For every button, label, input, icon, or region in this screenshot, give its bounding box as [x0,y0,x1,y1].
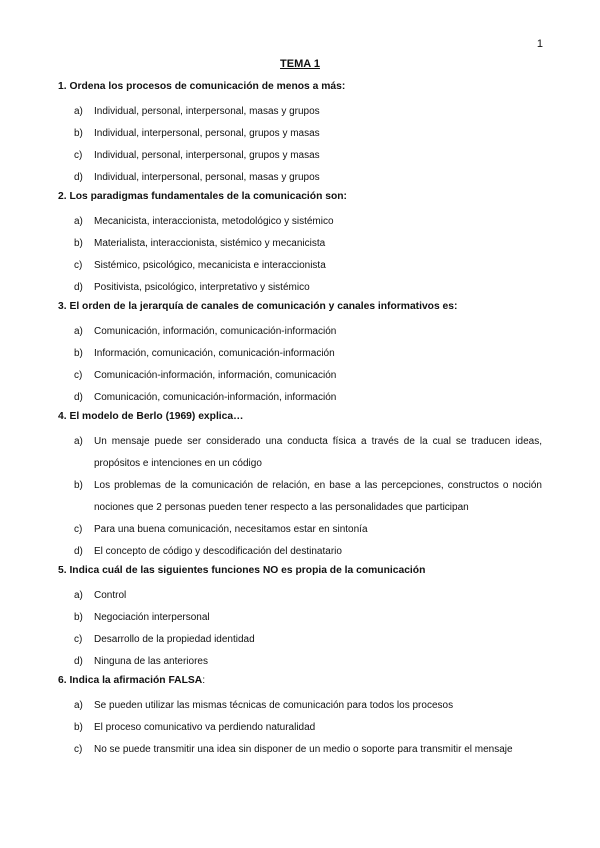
option-text: Sistémico, psicológico, mecanicista e interaccionista [94,260,326,271]
question-text-colon: : [202,675,206,686]
question-5 [58,563,542,673]
option-letter: d) [74,392,83,403]
option-c [58,145,542,167]
option-c [58,629,542,651]
option-text: Individual, personal, interpersonal, masas y grupos [94,106,320,117]
option-d [58,277,542,299]
question-text: 2. Los paradigmas fundamentales de la comunicación son: [58,191,347,202]
option-text: Individual, interpersonal, personal, masas y grupos [94,172,320,183]
option-d [58,541,542,563]
option-text: Comunicación, comunicación-información, información [94,392,337,403]
option-a [58,431,542,475]
question-text [58,673,542,688]
option-text: No se puede transmitir una idea sin disponer de un medio o soporte para transmitir el mensaje [94,744,513,755]
question-6 [58,673,542,761]
option-letter: c) [74,260,83,271]
option-letter: b) [74,128,83,139]
option-text: Positivista, psicológico, interpretativo y sistémico [94,282,310,293]
option-list [58,695,542,761]
option-text: Comunicación, información, comunicación-información [94,326,337,337]
question-text: 5. Indica cuál de las siguientes funciones NO es propia de la comunicación [58,565,426,576]
option-text: El concepto de código y descodificación del destinatario [94,546,342,557]
option-list [58,211,542,299]
option-letter: a) [74,700,83,711]
option-text: Control [94,590,127,601]
question-4 [58,409,542,563]
option-d [58,651,542,673]
option-text: Individual, personal, interpersonal, grupos y masas [94,150,320,161]
option-b [58,717,542,739]
option-c [58,365,542,387]
option-list [58,431,542,563]
option-text: Los problemas de la comunicación de relación, en base a las percepciones, constructos o noción nociones que 2 personas pueden tener respecto a las personalidades que participan [94,480,542,513]
question-3 [58,299,542,409]
option-a [58,211,542,233]
question-text: 1. Ordena los procesos de comunicación de menos a más: [58,81,346,92]
option-d [58,387,542,409]
option-letter: a) [74,106,83,117]
option-c [58,255,542,277]
option-letter: d) [74,282,83,293]
option-letter: a) [74,216,83,227]
option-text: Se pueden utilizar las mismas técnicas de comunicación para todos los procesos [94,700,454,711]
page-title: TEMA 1 [280,58,320,70]
option-c [58,739,542,761]
option-letter: b) [74,612,83,623]
option-a [58,695,542,717]
option-a [58,101,542,123]
option-d [58,167,542,189]
option-a [58,321,542,343]
option-letter: c) [74,150,83,161]
question-text: 3. El orden de la jerarquía de canales de comunicación y canales informativos es: [58,301,458,312]
option-b [58,343,542,365]
option-text: Individual, interpersonal, personal, grupos y masas [94,128,320,139]
option-letter: c) [74,634,83,645]
question-text-bold: 6. Indica la afirmación FALSA [58,675,203,686]
option-b [58,475,542,519]
page-number: 1 [536,38,543,50]
option-letter: b) [74,722,83,733]
option-list [58,585,542,673]
option-letter: b) [74,348,83,359]
option-letter: d) [74,546,83,557]
option-text: Información, comunicación, comunicación-información [94,348,335,359]
question-list [58,79,542,761]
option-letter: d) [74,656,83,667]
option-b [58,123,542,145]
option-letter: a) [74,436,83,447]
option-letter: b) [74,238,83,249]
question-2 [58,189,542,299]
question-1 [58,79,542,189]
option-text: Negociación interpersonal [94,612,210,623]
option-text: Para una buena comunicación, necesitamos estar en sintonía [94,524,368,535]
option-b [58,233,542,255]
question-text: 4. El modelo de Berlo (1969) explica… [58,411,244,422]
option-text: Materialista, interaccionista, sistémico y mecanicista [94,238,326,249]
option-text: El proceso comunicativo va perdiendo naturalidad [94,722,316,733]
option-text: Ninguna de las anteriores [94,656,208,667]
option-list [58,321,542,409]
option-letter: d) [74,172,83,183]
option-letter: c) [74,370,83,381]
option-letter: a) [74,590,83,601]
option-b [58,607,542,629]
option-letter: a) [74,326,83,337]
option-letter: c) [74,524,83,535]
option-text: Desarrollo de la propiedad identidad [94,634,255,645]
option-list [58,101,542,189]
option-c [58,519,542,541]
option-text: Mecanicista, interaccionista, metodológico y sistémico [94,216,334,227]
option-text: Un mensaje puede ser considerado una conducta física a través de la cual se traducen ideas, propósitos e intenciones en un código [94,436,542,469]
option-letter: c) [74,744,83,755]
option-text: Comunicación-información, información, comunicación [94,370,337,381]
option-a [58,585,542,607]
option-letter: b) [74,480,83,491]
